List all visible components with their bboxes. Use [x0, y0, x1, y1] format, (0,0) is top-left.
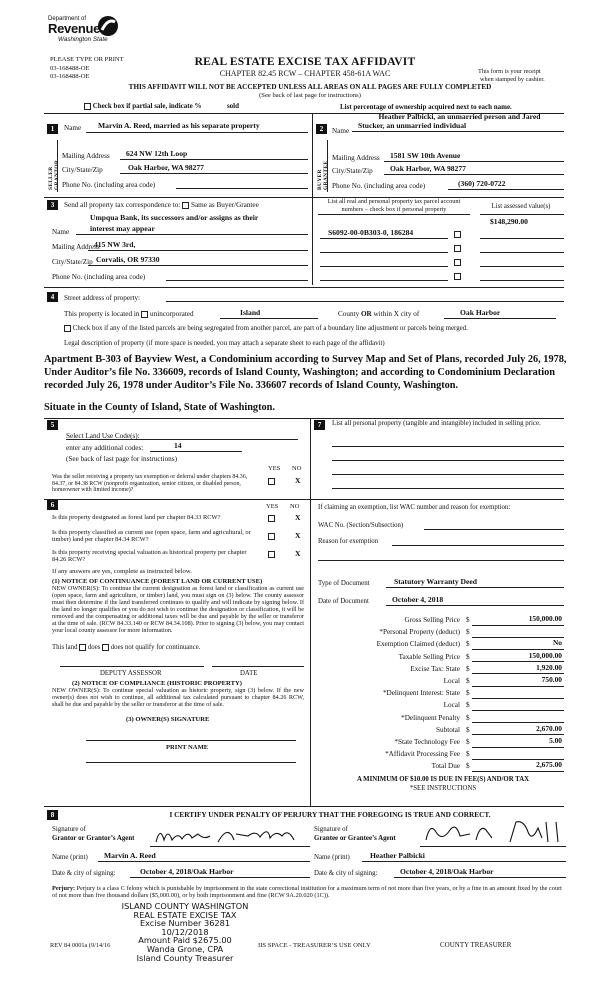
calc-row-label: *Personal Property (deduct): [379, 628, 460, 637]
dept-line-2: Revenue: [48, 21, 101, 36]
calc-row-label: *Delinquent Penalty: [401, 713, 460, 722]
buyer-mailing-label: Mailing Address: [332, 154, 380, 162]
receipt-note-2: when stamped by cashier.: [480, 76, 545, 83]
wac-intro: If claiming an exemption, list WAC number and reason for exemption:: [318, 504, 511, 511]
assessor-date-label: DATE: [240, 670, 258, 677]
calc-row-line: [472, 747, 564, 748]
located-label: This property is located in: [64, 310, 140, 318]
parcel-2-checkbox[interactable]: [454, 245, 461, 252]
unincorporated-checkbox[interactable]: [141, 311, 148, 318]
calc-row-label: Gross Selling Price: [404, 616, 460, 624]
pct-list-note: List percentage of ownership acquired next to each name.: [340, 103, 512, 111]
parcel-number[interactable]: S6092-00-0B303-0, 186284: [328, 228, 414, 237]
exempt-yes-checkbox[interactable]: [268, 478, 275, 485]
seller-side-label: SELLER GRANTOR: [48, 159, 61, 190]
partial-sale-checkbox[interactable]: [84, 103, 91, 110]
tax-name-line-2[interactable]: interest may appear: [90, 224, 155, 233]
section-4-number: 4: [47, 292, 58, 302]
send-correspondence-row: [64, 201, 259, 209]
land-use-label: Select Land Use Code(s):: [66, 432, 140, 440]
buyer-phone[interactable]: (360) 720-0722: [458, 179, 506, 188]
does-not-label: does not qualify for continuance.: [110, 644, 201, 652]
see-back-note: (See back of last page for instructions): [259, 92, 361, 99]
or-label: OR: [360, 310, 372, 318]
calc-row-value[interactable]: No: [552, 638, 562, 648]
exempt-answer[interactable]: X: [295, 476, 301, 485]
grantor-date-label: Date & city of signing:: [52, 870, 116, 877]
section-1-number: 1: [47, 124, 58, 134]
tax-name-line-1[interactable]: Umpqua Bank, its successors and/or assigns as their: [90, 213, 259, 222]
calc-row-value[interactable]: 150,000.00: [528, 650, 562, 660]
same-as-buyer-checkbox[interactable]: [182, 202, 189, 209]
grantor-print-name[interactable]: Marvin A. Reed: [104, 851, 156, 860]
calc-row-dollar: $: [466, 725, 470, 734]
land-use-code[interactable]: 14: [174, 441, 182, 450]
calc-row-value[interactable]: 750.00: [541, 675, 562, 684]
wac-label: WAC No. (Section/Subsection): [318, 522, 404, 529]
calc-row-label: Taxable Selling Price: [398, 652, 460, 661]
certify-statement: I CERTIFY UNDER PENALTY OF PERJURY THAT THE FOREGOING IS TRUE AND CORRECT.: [169, 810, 491, 819]
seller-name[interactable]: Marvin A. Reed, married as his separate property: [98, 121, 260, 130]
seller-phone-label: Phone No. (including area code): [62, 181, 156, 189]
form-code-2: 03-168488-OE: [50, 73, 90, 80]
grantee-signature[interactable]: [420, 818, 570, 848]
perjury-label: Perjury:: [52, 885, 76, 892]
form-warning: THIS AFFIDAVIT WILL NOT BE ACCEPTED UNLESS ALL AREAS ON ALL PAGES ARE FULLY COMPLETED: [128, 83, 492, 91]
doc-type[interactable]: Statutory Warranty Deed: [394, 577, 477, 586]
historic-answer[interactable]: X: [295, 549, 301, 558]
land-qualify-row: [52, 644, 200, 652]
does-checkbox[interactable]: [79, 644, 86, 651]
does-not-checkbox[interactable]: [102, 644, 109, 651]
treasurer-space-label: IIS SPACE - TREASURER’S USE ONLY: [258, 942, 371, 949]
stamp-line-7: Island County Treasurer: [136, 952, 234, 963]
grantor-date-city[interactable]: October 4, 2018/Oak Harbor: [140, 867, 234, 876]
parcel-3-checkbox[interactable]: [454, 259, 461, 266]
calc-row-dollar: $: [466, 738, 470, 746]
grantor-name-label: Name (print): [52, 854, 88, 861]
forest-answer[interactable]: X: [295, 513, 301, 522]
please-type: PLEASE TYPE OR PRINT: [50, 56, 124, 63]
legal-description[interactable]: Apartment B-303 of Bayview West, a Condominium according to Survey Map and Set of Plans, recorded July 26, 1978, Under Auditor’s file No. 336609, records of Island County, Washington; and according to Condominium Declaration recorded July 26, 1978 under Auditor’s File No. 336607 records of Island County, Washington.: [44, 354, 567, 391]
grantor-sig-label-1: Signature of: [52, 826, 86, 833]
tax-city-label: City/State/Zip: [52, 258, 93, 266]
stamp-line-4: 10/12/2018: [161, 926, 209, 937]
doc-date[interactable]: October 4, 2018: [392, 595, 444, 604]
assessed-value[interactable]: $148,290.00: [490, 217, 528, 226]
calc-row-dollar: $: [466, 701, 470, 710]
buyer-name-label: Name: [332, 127, 350, 135]
doc-date-label: Date of Document: [318, 598, 369, 605]
dept-line-1: Department of: [48, 16, 87, 22]
buyer-city[interactable]: Oak Harbor, WA 98277: [390, 164, 466, 173]
partial-sale-sold: sold: [226, 102, 240, 111]
dept-line-3: Washington State: [58, 36, 108, 43]
stamp-line-2: REAL ESTATE EXCISE TAX: [133, 909, 237, 920]
calc-row-value[interactable]: 1,920.00: [536, 662, 562, 672]
parcel-header-2: numbers – check box if personal property: [341, 206, 447, 213]
notice-compliance-body: NEW OWNER(S): To continue special valuation as historic property, sign (3) below. If the new owner(s) does not wish to continue, all additional tax calculated pursuant to chapter 84.26 RCW, shall be due and payable by the seller or transferor at the time of sale.: [52, 687, 304, 708]
street-label: Street address of property:: [64, 294, 141, 302]
see-instructions-note: *SEE INSTRUCTIONS: [409, 785, 477, 792]
tax-mailing-label: Mailing Address: [52, 243, 100, 251]
same-as-buyer-label: Same as Buyer/Grantee: [190, 201, 259, 209]
calc-row-value[interactable]: 150,000.00: [528, 614, 562, 623]
calc-row-dollar: $: [466, 689, 470, 698]
grantee-sig-label-1: Signature of: [314, 826, 348, 833]
calc-row-label: Excise Tax: State: [410, 664, 460, 673]
sec6-yes-header: YES: [266, 503, 279, 510]
county-or-row: [338, 310, 419, 318]
property-county[interactable]: Island: [240, 308, 261, 317]
perjury-text: Perjury is a class C felony which is punishable by imprisonment in the state correctional institution for a maximum term of not more than five years, or by a fine in an amount fixed by the court of not more than five thousand dollars ($5,000.00), or by both imprisonment and fine (RCW 9A.20.020 (1C)).: [52, 885, 562, 900]
calc-row-dollar: $: [466, 713, 470, 722]
seller-city[interactable]: Oak Harbor, WA 98277: [128, 163, 204, 172]
forest-question: Is this property designated as forest land per chapter 84.33 RCW?: [52, 514, 221, 521]
calc-row-label: Local: [443, 677, 460, 685]
personal-property-label: List all personal property (tangible and intangible) included in selling price.: [332, 420, 541, 427]
buyer-phone-label: Phone No. (including area code): [332, 182, 426, 190]
sec5-no-header: NO: [292, 465, 302, 472]
historic-question: Is this property receiving special valuation as historical property per chapter 84.26 RCW?: [52, 549, 247, 564]
calc-row-line: [472, 625, 564, 626]
reason-label: Reason for exemption: [318, 538, 379, 545]
legal-label: Legal description of property (if more space is needed, you may attach a separate sheet to each page of the affidavit): [64, 340, 385, 347]
section-5-number: 5: [47, 420, 58, 430]
seller-mailing[interactable]: 624 NW 12th Loop: [126, 149, 188, 158]
current-use-question: Is this property classified as current use (open space, farm and agricultural, or timber) land per chapter 84.34 RCW?: [52, 529, 251, 544]
form-code-1: 03-168488-OE: [50, 65, 90, 72]
if-yes-note: If any answers are yes, complete as instructed below.: [52, 568, 192, 575]
grantee-date-city[interactable]: October 4, 2018/Oak Harbor: [400, 867, 494, 876]
calc-row-dollar: $: [466, 762, 470, 771]
buyer-side-label: BUYER GRANTEE: [317, 160, 330, 190]
calc-row-label: Exemption Claimed (deduct): [376, 640, 460, 649]
calc-row-label: Local: [443, 701, 460, 710]
property-city[interactable]: Oak Harbor: [460, 308, 501, 317]
section-7-number: 7: [314, 420, 325, 430]
situate-line[interactable]: Situate in the County of Island, State of Washington.: [44, 402, 275, 413]
parcel-1-checkbox[interactable]: [454, 231, 461, 238]
rev-code: REV 84 0001a (9/14/16: [50, 942, 111, 949]
partial-sale-row: [84, 103, 239, 111]
perjury-row: [52, 885, 566, 899]
calc-row-line: [472, 710, 564, 711]
city-of-label: X city of: [393, 310, 420, 318]
calc-row-line: [472, 637, 564, 638]
seller-name-label: Name: [64, 124, 82, 132]
print-name-label: PRINT NAME: [166, 744, 209, 751]
buyer-mailing[interactable]: 1581 SW 10th Avenue: [390, 151, 461, 160]
segregated-checkbox[interactable]: [64, 325, 71, 332]
deputy-assessor-label: DEPUTY ASSESSOR: [100, 670, 162, 677]
partial-sale-label: Check box if partial sale, indicate %: [92, 102, 202, 111]
historic-yes-checkbox[interactable]: [268, 551, 275, 558]
doc-type-label: Type of Document: [318, 580, 370, 587]
tax-city[interactable]: Corvalis, OR 97330: [96, 255, 160, 264]
sec6-no-header: NO: [290, 503, 300, 510]
form-title: REAL ESTATE EXCISE TAX AFFIDAVIT: [194, 56, 416, 68]
forest-yes-checkbox[interactable]: [268, 515, 275, 522]
tax-phone-label: Phone No. (including area code): [52, 273, 146, 281]
calc-row-label: Subtotal: [436, 725, 460, 734]
section-6-number: 6: [47, 500, 58, 510]
does-label: does: [87, 644, 101, 652]
current-use-answer[interactable]: X: [295, 531, 301, 540]
calc-row-label: *State Technology Fee: [394, 738, 460, 746]
parcel-header-1: List all real and personal property tax parcel account: [327, 198, 461, 205]
tax-name-label: Name: [52, 228, 70, 236]
section-2-number: 2: [316, 124, 327, 134]
notice-compliance-title: (2) NOTICE OF COMPLIANCE (HISTORIC PROPERTY): [72, 680, 242, 687]
calc-row-line: [472, 698, 564, 699]
notice-continuance-title: (1) NOTICE OF CONTINUANCE (FOREST LAND OR CURRENT USE): [52, 578, 263, 585]
located-row: [64, 310, 194, 318]
assessed-header: List assessed value(s): [491, 203, 551, 210]
calc-row-dollar: $: [466, 628, 470, 637]
segregated-label: Check box if any of the listed parcels are being segregated from another parcel, are part of a boundary line adjustment or parcels being merged.: [72, 325, 468, 333]
county-treasurer-label: COUNTY TREASURER: [440, 941, 512, 949]
calc-row-line: [472, 649, 564, 650]
notice-continuance-body: NEW OWNER(S): To continue the current designation as forest land or classification as current use (open space, farm and agriculture, or timber) land, you must sign on (3) below. The county assessor must then determine if the land transferred continues to qualify and will indicate by signing below. If the land no longer qualifies or you do not wish to continue the designation or classification, it will be removed and the compensating or additional taxes will be due and payable by the seller or transferor at the time of sale. (RCW 84.33.140 or RCW 84.34.108). Prior to signing (3) below, you may contact your local county assessor for more information.: [52, 585, 304, 634]
stamp-line-5: Amount Paid $2675.00: [138, 935, 232, 946]
segregated-row: [64, 325, 468, 333]
current-use-yes-checkbox[interactable]: [268, 533, 275, 540]
receipt-note-1: This form is your receipt: [478, 68, 541, 75]
calc-row-dollar: $: [466, 664, 470, 673]
within-label: within: [373, 310, 392, 318]
calc-row-line: [472, 686, 564, 687]
calc-row-dollar: $: [466, 677, 470, 685]
stamp-line-6: Wanda Grone, CPA: [146, 944, 224, 955]
calc-row-line: [472, 661, 564, 662]
calc-row-line: [472, 771, 564, 772]
buyer-name-line-1[interactable]: Heather Palbicki, an unmarried person and Jared: [378, 112, 541, 121]
calc-row-dollar: $: [466, 640, 470, 649]
sec5-yes-header: YES: [268, 465, 281, 472]
grantee-date-label: Date & city of signing:: [314, 870, 378, 877]
unincorporated-label: unincorporated: [150, 310, 194, 318]
dor-logo: [48, 14, 128, 46]
stamp-line-1: ISLAND COUNTY WASHINGTON: [121, 901, 249, 911]
calc-row-value[interactable]: 2,675.00: [536, 760, 562, 770]
minimum-due-note: A MINIMUM OF $10.00 IS DUE IN FEE(S) AND/OR TAX: [356, 776, 530, 783]
calc-row-dollar: $: [466, 616, 470, 624]
tax-mailing[interactable]: 415 NW 3rd,: [94, 240, 136, 249]
buyer-city-label: City/State/Zip: [332, 167, 373, 175]
buyer-name-line-2[interactable]: Stucker, an unmarried individual: [358, 121, 467, 130]
county-label: County: [338, 310, 360, 318]
treasurer-stamp: [112, 902, 258, 962]
section-3-number: 3: [47, 200, 58, 210]
land-use-see-back: (See back of last page for instructions): [66, 455, 177, 463]
seller-city-label: City/State/Zip: [62, 166, 103, 174]
calc-row-value[interactable]: 5.00: [549, 736, 562, 745]
grantor-signature[interactable]: [152, 822, 308, 848]
additional-codes-label: enter any additional codes:: [66, 444, 144, 452]
parcel-4-checkbox[interactable]: [454, 273, 461, 280]
grantee-name-label: Name (print): [314, 854, 350, 861]
form-chapter: CHAPTER 82.45 RCW – CHAPTER 458-61A WAC: [219, 69, 391, 78]
grantor-sig-label-2: Grantor or Grantor’s Agent: [52, 835, 135, 842]
seller-mailing-label: Mailing Address: [62, 152, 110, 160]
stamp-line-3: Excise Number 36281: [139, 918, 231, 929]
grantee-print-name[interactable]: Heather Palbicki: [370, 851, 425, 860]
calc-row-dollar: $: [466, 652, 470, 661]
calc-row-value[interactable]: 2,670.00: [536, 723, 562, 733]
calc-row-label: *Affidavit Processing Fee: [385, 750, 460, 759]
section-8-number: 8: [47, 810, 58, 820]
exempt-question: Was the seller receiving a property tax exemption or deferral under chapters 84.36, 84.37, or 84.38 RCW (nonprofit organization, senior citizen, or disabled person, homeowner with limited income)?: [52, 474, 248, 494]
grantee-sig-label-2: Grantee or Grantee’s Agent: [314, 835, 396, 842]
owner-signature-label: (3) OWNER(S) SIGNATURE: [126, 716, 210, 723]
calc-row-label: *Delinquent Interest: State: [382, 689, 460, 698]
send-correspondence-label: Send all property tax correspondence to:: [64, 201, 181, 209]
calc-row-label: Total Due: [431, 762, 460, 771]
calc-row-dollar: $: [466, 750, 470, 759]
land-label: This land: [52, 644, 78, 652]
calc-row-line: [472, 722, 564, 723]
